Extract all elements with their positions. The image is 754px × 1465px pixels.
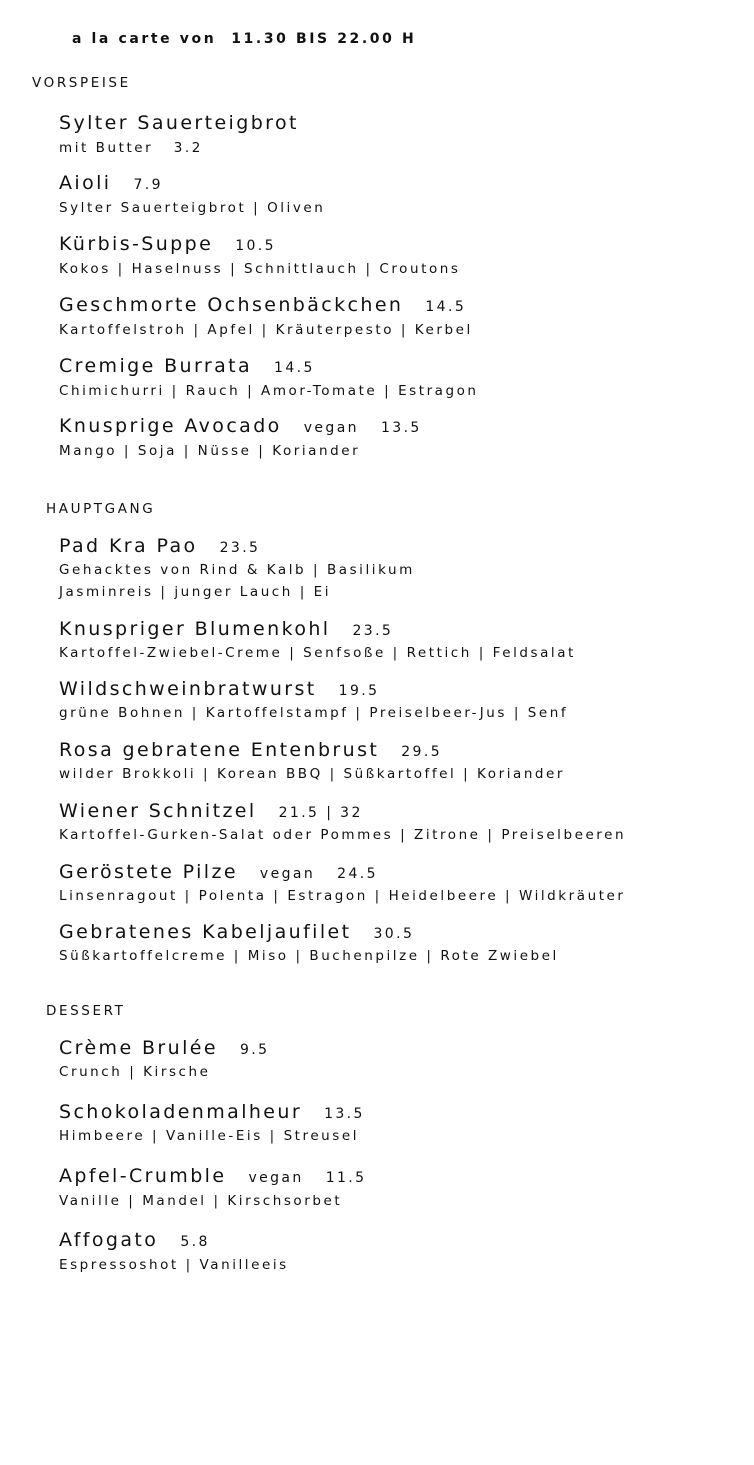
dish-title-row <box>59 1037 269 1059</box>
dish-description: Mango | Soja | Nüsse | Koriander <box>59 443 361 459</box>
dish-description: Himbeere | Vanille-Eis | Streusel <box>59 1128 360 1144</box>
dish-name: Schokoladenmalheur <box>59 1101 303 1123</box>
dish-price: 9.5 <box>239 1042 270 1058</box>
dish-description: Gehacktes von Rind & Kalb | Basilikum <box>59 562 415 578</box>
dish-description: Kartoffelstroh | Apfel | Kräuterpesto | Kerbel <box>59 322 473 338</box>
dish-title-row <box>59 535 260 557</box>
dish-name: Geschmorte Ochsenbäckchen <box>59 294 404 316</box>
dish-name: Gebratenes Kabeljaufilet <box>59 921 352 943</box>
dish-description: Sylter Sauerteigbrot | Oliven <box>59 200 326 216</box>
dish-price: 30.5 <box>373 926 415 942</box>
dish-price: 7.9 <box>133 177 163 193</box>
dish-price: 23.5 <box>352 623 394 639</box>
dish-description: Süßkartoffelcreme | Miso | Buchenpilze | Rote Zwiebel <box>59 948 559 964</box>
dish-title-row <box>59 618 393 640</box>
dish-title-row <box>59 678 379 700</box>
dish-title-row <box>59 294 466 316</box>
dish-name: Cremige Burrata <box>59 355 253 377</box>
dish-price: 19.5 <box>338 683 380 699</box>
dish-price: 14.5 <box>425 299 467 315</box>
dish-tag: vegan <box>248 1170 304 1186</box>
dish-description: grüne Bohnen | Kartoffelstampf | Preiselbeer-Jus | Senf <box>59 705 569 721</box>
section-title-hauptgang: HAUPTGANG <box>46 501 156 517</box>
dish-description: Jasminreis | junger Lauch | Ei <box>59 584 332 600</box>
dish-title-row <box>59 415 422 437</box>
dish-price: 14.5 <box>274 360 315 376</box>
dish-name: Wiener Schnitzel <box>59 800 257 822</box>
dish-description: Linsenragout | Polenta | Estragon | Heidelbeere | Wildkräuter <box>59 888 626 904</box>
dish-name: Sylter Sauerteigbrot <box>59 112 299 134</box>
dish-title-row <box>59 1165 366 1187</box>
dish-description: mit Butter 3.2 <box>59 140 203 156</box>
dish-name: Geröstete Pilze <box>59 861 238 883</box>
dish-title-row <box>59 1229 210 1251</box>
dish-title-row <box>59 233 276 255</box>
dish-description: Kartoffel-Gurken-Salat oder Pommes | Zitrone | Preiselbeeren <box>59 827 627 843</box>
dish-name: Knuspriger Blumenkohl <box>59 618 331 640</box>
dish-title-row <box>59 921 414 943</box>
dish-title-row <box>59 800 363 822</box>
dish-price: 10.5 <box>235 238 276 254</box>
dish-price: 29.5 <box>401 744 443 760</box>
section-title-vorspeise: VORSPEISE <box>32 75 131 91</box>
dish-description: Espressoshot | Vanilleeis <box>59 1257 289 1273</box>
dish-description: Crunch | Kirsche <box>59 1064 211 1080</box>
dish-description: Kokos | Haselnuss | Schnittlauch | Croutons <box>59 261 461 277</box>
menu-header: a la carte von 11.30 BIS 22.00 H <box>72 31 417 47</box>
dish-title-row <box>59 739 442 761</box>
dish-title-row <box>59 355 315 377</box>
dish-title-row <box>59 1101 365 1123</box>
dish-price: 24.5 <box>337 866 378 882</box>
dish-price: 13.5 <box>380 420 422 436</box>
dish-name: Wildschweinbratwurst <box>59 678 317 700</box>
dish-title-row <box>59 172 163 194</box>
dish-tag: vegan <box>259 866 316 882</box>
dish-name: Kürbis-Suppe <box>59 233 214 255</box>
dish-title-row <box>59 861 378 883</box>
dish-price: 13.5 <box>324 1106 365 1122</box>
dish-description: Kartoffel-Zwiebel-Creme | Senfsoße | Rettich | Feldsalat <box>59 645 576 661</box>
dish-description: Vanille | Mandel | Kirschsorbet <box>59 1193 343 1209</box>
section-title-dessert: DESSERT <box>46 1003 126 1019</box>
dish-description: Chimichurri | Rauch | Amor-Tomate | Estragon <box>59 383 479 399</box>
dish-description: wilder Brokkoli | Korean BBQ | Süßkartoffel | Koriander <box>59 766 566 782</box>
dish-name: Pad Kra Pao <box>59 535 198 557</box>
dish-price: 23.5 <box>219 540 261 556</box>
dish-name: Crème Brulée <box>59 1037 218 1059</box>
dish-price: 11.5 <box>325 1170 367 1186</box>
dish-tag: vegan <box>303 420 359 436</box>
dish-name: Apfel-Crumble <box>59 1165 227 1187</box>
dish-name: Knusprige Avocado <box>59 415 282 437</box>
dish-price: 21.5 | 32 <box>278 805 363 821</box>
dish-name: Affogato <box>59 1229 159 1251</box>
dish-price: 5.8 <box>180 1234 210 1250</box>
dish-name: Rosa gebratene Entenbrust <box>59 739 380 761</box>
dish-name: Aioli <box>59 172 112 194</box>
